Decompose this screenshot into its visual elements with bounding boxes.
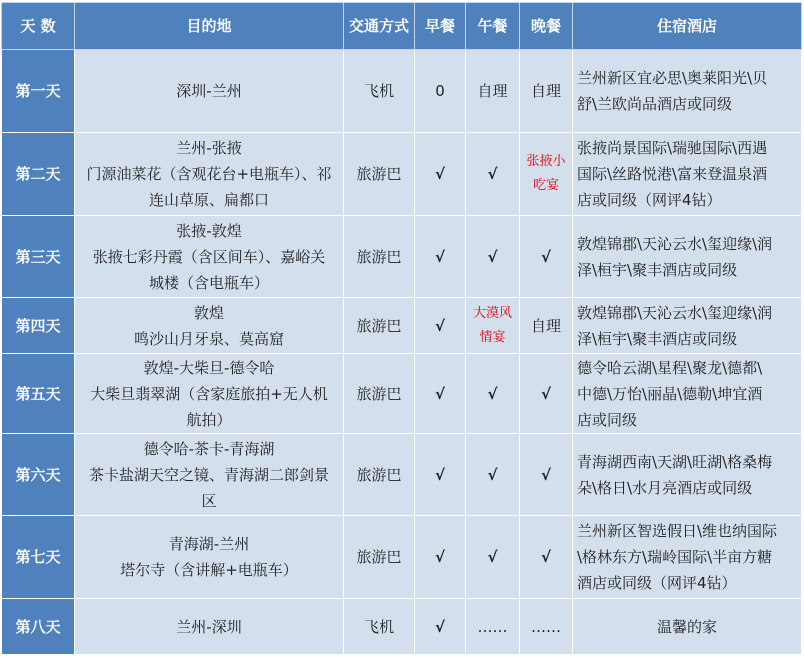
hotel-line: 泽\桓宇\聚丰酒店或同级 <box>577 260 738 279</box>
day-cell: 第六天 <box>2 434 75 516</box>
destination-line: 兰州-张掖 <box>176 139 242 157</box>
transport-cell: 旅游巴 <box>344 216 415 298</box>
destination-line: 城楼（含电瓶车） <box>148 273 269 292</box>
header-hotel: 住宿酒店 <box>573 3 802 50</box>
day-cell: 第四天 <box>2 298 75 354</box>
dinner-cell: √ <box>520 354 573 434</box>
breakfast-cell: √ <box>415 216 466 298</box>
destination-line: 张掖-敦煌 <box>176 221 242 240</box>
transport-cell: 旅游巴 <box>344 516 415 599</box>
destination-line: 敦煌-大柴旦-德令哈 <box>143 358 275 377</box>
transport-cell: 旅游巴 <box>344 434 415 516</box>
destination-cell <box>75 298 344 354</box>
hotel-line: 店或同级 <box>577 410 638 429</box>
dinner-cell: 自理 <box>520 50 573 133</box>
hotel-line: 兰州新区宜必思\奥莱阳光\贝 <box>577 69 768 87</box>
header-dinner: 晚餐 <box>520 3 573 50</box>
transport-cell: 旅游巴 <box>344 298 415 354</box>
destination-line: 大柴旦翡翠湖（含家庭旅拍+无人机 <box>90 384 328 403</box>
table-row <box>2 298 802 354</box>
table-row <box>2 216 802 298</box>
itinerary-table <box>1 2 802 655</box>
hotel-cell <box>573 133 802 216</box>
hotel-line: 店或同级（网评4钻） <box>577 191 722 209</box>
breakfast-cell: √ <box>415 434 466 516</box>
header-day: 天 数 <box>2 3 75 50</box>
hotel-line: 温馨的家 <box>656 617 717 636</box>
lunch-cell: √ <box>466 354 520 434</box>
breakfast-cell: √ <box>415 516 466 599</box>
transport-cell: 旅游巴 <box>344 133 415 216</box>
destination-cell <box>75 216 344 298</box>
day-cell: 第一天 <box>2 50 75 133</box>
header-lunch: 午餐 <box>466 3 520 50</box>
day-cell: 第八天 <box>2 599 75 655</box>
hotel-line: 中德\万怡\丽晶\德勒\坤宜酒 <box>577 384 763 403</box>
breakfast-cell: √ <box>415 133 466 216</box>
destination-line: 茶卡盐湖天空之镜、青海湖二郎剑景 <box>88 465 329 484</box>
breakfast-cell: √ <box>415 298 466 354</box>
lunch-cell: √ <box>466 133 520 216</box>
dinner-cell: …… <box>520 599 573 655</box>
table-row <box>2 354 802 434</box>
header-row <box>2 3 802 50</box>
hotel-line: 敦煌锦郡\天沁云水\玺迎缘\润 <box>577 234 773 253</box>
hotel-line: 德令哈云湖\星程\聚龙\德都\ <box>577 358 763 377</box>
hotel-line: 国际\丝路悦港\富来登温泉酒 <box>577 165 768 183</box>
table-row <box>2 50 802 133</box>
transport-cell: 飞机 <box>344 50 415 133</box>
destination-cell <box>75 50 344 133</box>
day-cell: 第三天 <box>2 216 75 298</box>
header-transport: 交通方式 <box>344 3 415 50</box>
lunch-cell: …… <box>466 599 520 655</box>
hotel-cell <box>573 354 802 434</box>
hotel-cell <box>573 216 802 298</box>
dinner-cell: 张掖小吃宴 <box>520 133 573 216</box>
hotel-line: 敦煌锦郡\天沁云水\玺迎缘\润 <box>577 303 773 322</box>
table-row <box>2 434 802 516</box>
destination-line: 张掖七彩丹霞（含区间车）、嘉峪关 <box>92 247 326 266</box>
table-row <box>2 599 802 655</box>
hotel-line: 兰州新区智选假日\维也纳国际 <box>577 522 778 540</box>
destination-line: 德令哈-茶卡-青海湖 <box>143 439 275 458</box>
breakfast-cell: 0 <box>415 50 466 133</box>
hotel-cell <box>573 434 802 516</box>
destination-cell <box>75 133 344 216</box>
hotel-line: 泽\桓宇\聚丰酒店或同级 <box>577 329 738 348</box>
dinner-cell: √ <box>520 434 573 516</box>
header-breakfast: 早餐 <box>415 3 466 50</box>
transport-cell: 飞机 <box>344 599 415 655</box>
destination-line: 兰州-深圳 <box>176 617 242 636</box>
destination-cell <box>75 599 344 655</box>
hotel-cell <box>573 50 802 133</box>
destination-cell <box>75 516 344 599</box>
hotel-line: 舒\兰欧尚品酒店或同级 <box>577 95 733 113</box>
day-cell: 第五天 <box>2 354 75 434</box>
hotel-line: 青海湖西南\天湖\旺湖\格桑梅 <box>577 452 773 471</box>
dinner-cell: √ <box>520 516 573 599</box>
destination-line: 鸣沙山月牙泉、莫高窟 <box>133 329 284 348</box>
dinner-cell: √ <box>520 216 573 298</box>
transport-cell: 旅游巴 <box>344 354 415 434</box>
dinner-cell: 自理 <box>520 298 573 354</box>
lunch-cell: 自理 <box>466 50 520 133</box>
destination-line: 敦煌 <box>193 303 224 322</box>
day-cell: 第二天 <box>2 133 75 216</box>
lunch-cell: √ <box>466 216 520 298</box>
breakfast-cell: √ <box>415 599 466 655</box>
day-cell: 第七天 <box>2 516 75 599</box>
destination-line: 青海湖-兰州 <box>168 535 250 553</box>
destination-line: 门源油菜花（含观花台+电瓶车）、祁 <box>86 165 332 183</box>
destination-line: 区 <box>201 491 217 510</box>
header-destination: 目的地 <box>75 3 344 50</box>
destination-line: 连山草原、扁都口 <box>148 191 269 209</box>
destination-line: 深圳-兰州 <box>176 82 242 100</box>
lunch-cell: √ <box>466 516 520 599</box>
destination-cell <box>75 434 344 516</box>
destination-cell <box>75 354 344 434</box>
destination-line: 航拍） <box>186 410 232 429</box>
breakfast-cell: √ <box>415 354 466 434</box>
hotel-line: \格林东方\瑞岭国际\半亩方糖 <box>577 548 773 566</box>
table-row <box>2 133 802 216</box>
hotel-cell <box>573 298 802 354</box>
hotel-line: 张掖尚景国际\瑞驰国际\西遇 <box>577 139 768 157</box>
hotel-cell <box>573 516 802 599</box>
lunch-cell: 大漠风情宴 <box>466 298 520 354</box>
table-row <box>2 516 802 599</box>
destination-line: 塔尔寺（含讲解+电瓶车） <box>120 561 298 579</box>
hotel-line: 酒店或同级（网评4钻） <box>577 574 737 592</box>
lunch-cell: √ <box>466 434 520 516</box>
hotel-cell <box>573 599 802 655</box>
hotel-line: 朵\格日\水月亮酒店或同级 <box>577 478 753 497</box>
